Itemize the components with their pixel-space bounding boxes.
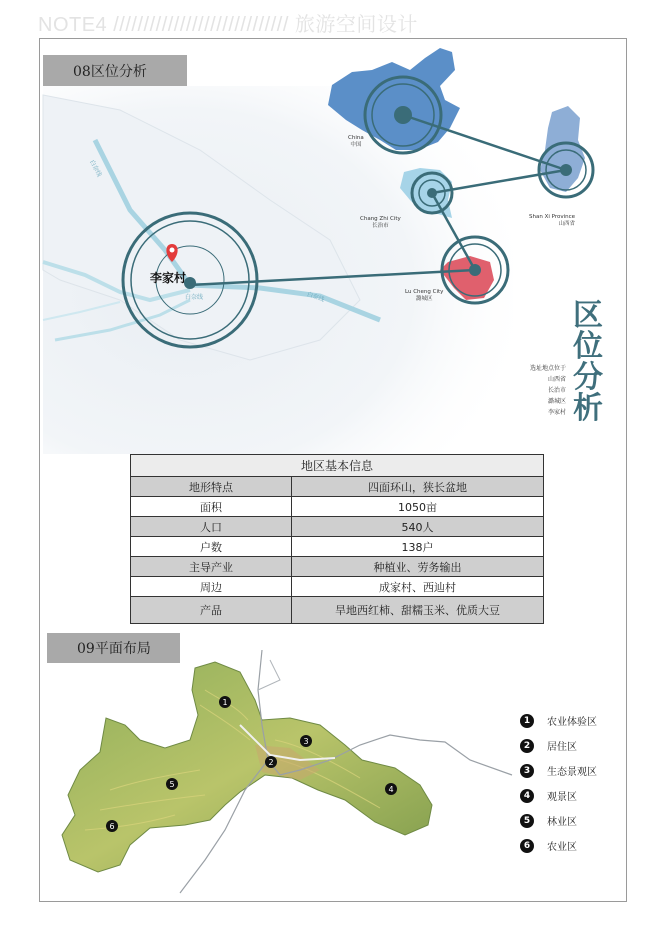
svg-text:1: 1: [222, 698, 228, 707]
region-label-shanxi: Shan Xi Province 山西省: [529, 214, 576, 227]
site-note: 选址地点位于 山西省 长治市 潞城区 李家村: [529, 365, 566, 416]
table-row: 周边 成家村、西辿村: [131, 577, 544, 597]
road-label: 白奈线: [185, 294, 204, 301]
svg-text:6: 6: [109, 822, 115, 831]
svg-text:5: 5: [169, 780, 175, 789]
region-label-changzhi: Chang Zhi City 长治市: [360, 216, 401, 229]
plan-marker-3: [300, 735, 312, 747]
vertical-title: 区位分析: [573, 298, 603, 426]
legend-number-icon: 5: [520, 814, 534, 828]
plan-marker-4: [385, 783, 397, 795]
site-plan: [40, 645, 520, 900]
info-table: [130, 454, 544, 624]
table-row: 主导产业 种植业、劳务输出: [131, 557, 544, 577]
table-row: 面积 1050亩: [131, 497, 544, 517]
legend-item: 2 居住区: [520, 733, 597, 758]
table-row: 产品 旱地西红柿、甜糯玉米、优质大豆: [131, 597, 544, 624]
table-row: 地形特点 四面环山，狭长盆地: [131, 477, 544, 497]
plan-marker-5: [166, 778, 178, 790]
road-label: 白奈线: [88, 158, 103, 179]
north-road: [258, 660, 280, 690]
svg-text:2: 2: [268, 758, 274, 767]
legend-item: 5 林业区: [520, 808, 597, 833]
legend-number-icon: 3: [520, 764, 534, 778]
plan-legend: [520, 708, 597, 858]
legend-item: 1 农业体验区: [520, 708, 597, 733]
page-header: NOTE4 ///////////////////////////// 旅游空间设计: [38, 14, 418, 36]
section-title-location: 08区位分析: [43, 55, 187, 86]
road-label: 白奈线: [305, 290, 326, 304]
legend-item: 6 农业区: [520, 833, 597, 858]
plan-marker-6: [106, 820, 118, 832]
region-label-lucheng: Lu Cheng City 潞城区: [405, 289, 444, 302]
plan-marker-1: [219, 696, 231, 708]
legend-number-icon: 2: [520, 739, 534, 753]
valley-terrain: [62, 662, 432, 872]
table-row: 户数 138户: [131, 537, 544, 557]
region-label-china: China 中国: [348, 135, 364, 148]
info-table-title: 地区基本信息: [131, 455, 544, 477]
section-title-layout: 09平面布局: [47, 633, 180, 663]
table-row: 人口 540人: [131, 517, 544, 537]
legend-number-icon: 1: [520, 714, 534, 728]
village-label: 李家村: [150, 271, 187, 285]
legend-number-icon: 6: [520, 839, 534, 853]
plan-marker-2: [265, 756, 277, 768]
svg-text:3: 3: [303, 737, 309, 746]
svg-text:4: 4: [388, 785, 394, 794]
legend-number-icon: 4: [520, 789, 534, 803]
legend-item: 4 观景区: [520, 783, 597, 808]
legend-item: 3 生态景观区: [520, 758, 597, 783]
